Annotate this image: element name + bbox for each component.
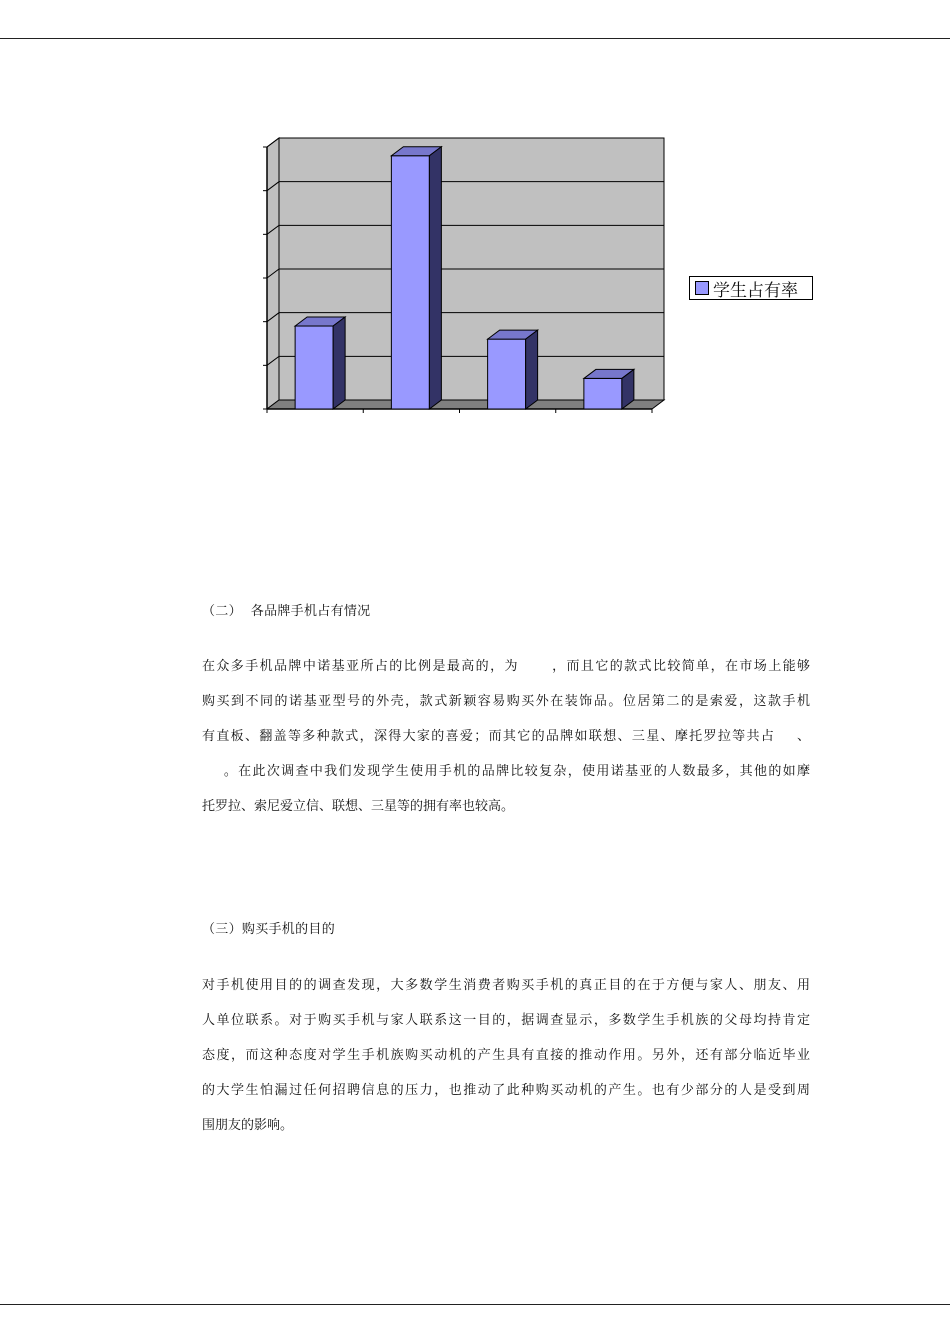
section3-line: 的大学生怕漏过任何招聘信息的压力，也推动了此种购买动机的产生。也有少部分的人是受到周 [202, 1083, 810, 1098]
section2-line: 有直板、翻盖等多种款式，深得大家的喜爱；而其它的品牌如联想、三星、摩托罗拉等共占 、 [202, 729, 810, 744]
section3-line: 围朋友的影响。 [202, 1118, 294, 1133]
bar-side [429, 147, 441, 409]
legend-swatch [695, 281, 709, 295]
chart-legend [689, 276, 813, 300]
bar-front [391, 156, 429, 409]
section3-line: 对手机使用目的的调查发现，大多数学生消费者购买手机的真正目的在于方便与家人、朋友、用 [202, 978, 810, 993]
section2-line: 。在此次调查中我们发现学生使用手机的品牌比较复杂，使用诺基亚的人数最多，其他的如摩 [202, 764, 810, 779]
bar-front [584, 378, 622, 409]
footer-rule [0, 1304, 950, 1305]
bar-front [295, 326, 333, 409]
section2-line: 托罗拉、索尼爱立信、联想、三星等的拥有率也较高。 [202, 799, 515, 814]
section3-paragraph [202, 976, 810, 1151]
section3-heading: （三）购买手机的目的 [202, 922, 336, 937]
section2-line: 购买到不同的诺基亚型号的外壳，款式新颖容易购买外在装饰品。位居第二的是索爱，这款手机 [202, 694, 810, 709]
bar-front [488, 339, 526, 409]
brand-share-bar-chart [0, 0, 950, 440]
legend-label: 学生占有率 [713, 280, 798, 301]
section2-paragraph [202, 657, 810, 832]
bar-side [333, 317, 345, 409]
section2-line: 在众多手机品牌中诺基亚所占的比例是最高的，为 ，而且它的款式比较简单，在市场上能够 [202, 659, 810, 674]
section2-heading: （二） 各品牌手机占有情况 [202, 604, 371, 619]
section3-line: 态度，而这种态度对学生手机族购买动机的产生具有直接的推动作用。另外，还有部分临近毕业 [202, 1048, 810, 1063]
section3-line: 人单位联系。对于购买手机与家人联系这一目的，据调查显示，多数学生手机族的父母均持肯定 [202, 1013, 810, 1028]
bar-side [526, 330, 538, 409]
